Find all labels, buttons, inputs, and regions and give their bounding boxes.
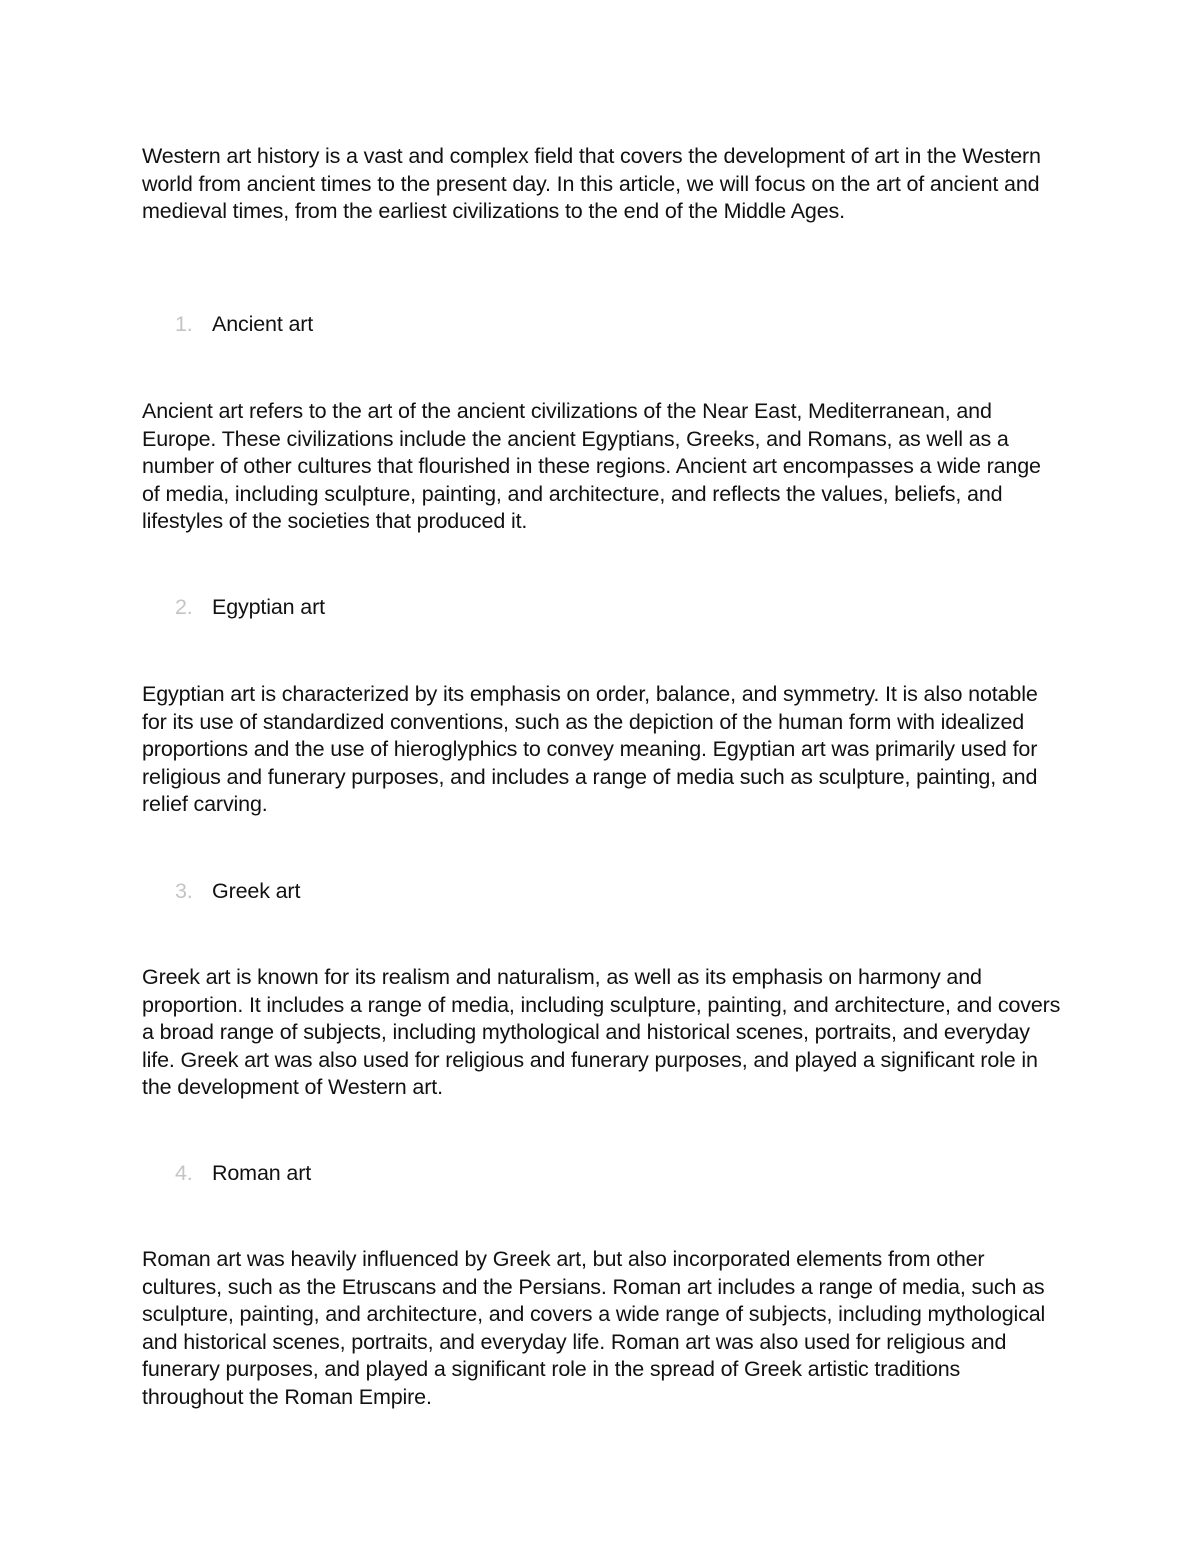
section-body-egyptian-art: Egyptian art is characterized by its emphasis on order, balance, and symmetry. It is also notable for its use of standardized conventions, such as the depiction of the human form with idealized proportions and the use of hieroglyphics to convey meaning. Egyptian art was primarily used for religious and funerary purposes, and includes a range of media such as sculpture, painting, and relief carving. [142, 682, 1038, 816]
section-heading-ancient-art [175, 311, 313, 338]
list-number: 3. [175, 879, 193, 903]
section-heading-greek-art [175, 878, 300, 905]
list-number: 4. [175, 1161, 193, 1185]
section-body-roman-art: Roman art was heavily influenced by Greek art, but also incorporated elements from other cultures, such as the Etruscans and the Persians. Roman art includes a range of media, such as sculpture, painting, and architecture, and covers a wide range of subjects, including mythological and historical scenes, portraits, and everyday life. Roman art was also used for religious and funerary purposes, and played a significant role in the spread of Greek artistic traditions throughout the Roman Empire. [142, 1247, 1046, 1409]
section-heading-text: Greek art [212, 879, 301, 903]
section-body-ancient-art: Ancient art refers to the art of the ancient civilizations of the Near East, Mediterranean, and Europe. These civilizations include the ancient Egyptians, Greeks, and Romans, as well as a number of other cultures that flourished in these regions. Ancient art encompasses a wide range of media, including sculpture, painting, and architecture, and reflects the values, beliefs, and lifestyles of the societies that produced it. [142, 399, 1041, 533]
intro-paragraph: Western art history is a vast and complex field that covers the development of art in the Western world from ancient times to the present day. In this article, we will focus on the art of ancient and medieval times, from the earliest civilizations to the end of the Middle Ages. [142, 144, 1041, 223]
section-body-greek-art: Greek art is known for its realism and naturalism, as well as its emphasis on harmony and proportion. It includes a range of media, including sculpture, painting, and architecture, and covers a broad range of subjects, including mythological and historical scenes, portraits, and everyday life. Greek art was also used for religious and funerary purposes, and played a significant role in the development of Western art. [142, 965, 1061, 1099]
list-number: 1. [175, 312, 193, 336]
section-heading-text: Roman art [212, 1161, 312, 1185]
section-heading-egyptian-art [175, 594, 325, 621]
list-number: 2. [175, 595, 193, 619]
section-heading-text: Ancient art [212, 312, 314, 336]
section-heading-roman-art [175, 1160, 311, 1187]
section-heading-text: Egyptian art [212, 595, 325, 619]
